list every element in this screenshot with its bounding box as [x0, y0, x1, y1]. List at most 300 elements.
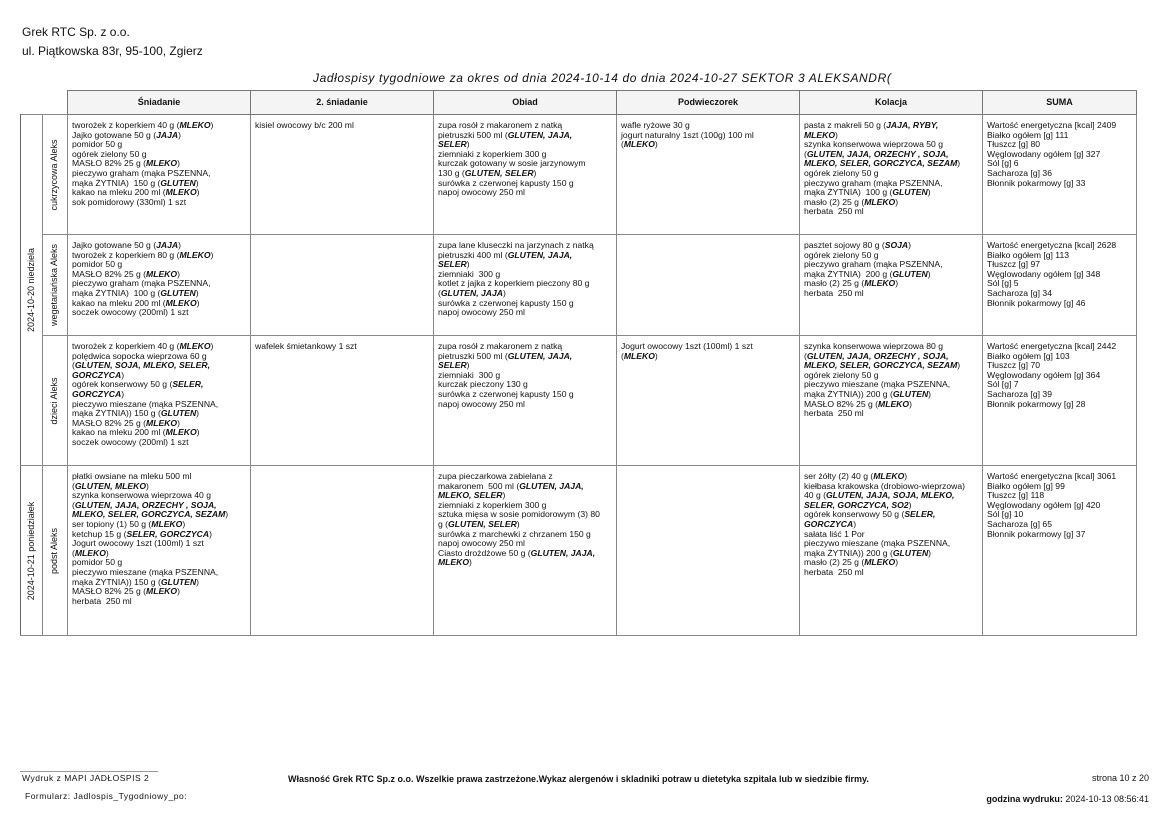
meal-line: [987, 400, 1133, 410]
meal-cell: [434, 336, 617, 466]
meal-cell: [434, 466, 617, 636]
meal-line: [987, 179, 1133, 189]
meal-text: ): [835, 129, 838, 140]
meal-text: MASŁO 82% 25 g (: [72, 417, 147, 428]
meal-text: zupa rosół z makaronem z natką: [438, 341, 563, 351]
allergen-text: SELER: [438, 259, 467, 270]
allergen-text: MLEKO: [179, 249, 211, 260]
meal-line: [72, 198, 247, 208]
meal-line: [438, 308, 613, 318]
allergen-text: GORCZYCA: [804, 518, 854, 529]
meal-text: pieczywo graham (mąka PSZENNA,: [804, 177, 943, 188]
meal-text: ogórek konserwowy 50 g (: [72, 379, 173, 390]
meal-text: Sacharoza [g] 36: [987, 167, 1052, 178]
meal-text: sałata liść 1 Por: [804, 528, 865, 539]
meal-text: ): [146, 480, 149, 491]
footer-form: Formularz: Jadlospis_Tygodniowy_po:: [25, 791, 188, 801]
meal-cell: [68, 115, 251, 235]
diet-label: wegetariańska Aleks: [49, 243, 60, 327]
meal-text: zupa pieczarkowa zabielana z: [438, 471, 553, 481]
allergen-text: MLEKO: [179, 341, 211, 351]
footer-printout: Wydruk z MAPI JADŁOSPIS 2: [22, 773, 150, 783]
meal-cell: [68, 336, 251, 466]
meal-text: ziemniaki z koperkiem 300 g: [438, 499, 547, 510]
column-header: Obiad: [434, 91, 617, 115]
meal-text: ): [928, 547, 932, 558]
meal-text: ): [502, 287, 506, 298]
header-blank: [21, 91, 43, 115]
meal-text: tworożek z koperkiem 80 g (: [72, 249, 180, 260]
meal-text: soczek owocowy (200ml) 1 szt: [72, 436, 189, 447]
meal-text: (: [72, 499, 75, 510]
meal-text: Jajko gotowane 50 g (: [72, 129, 157, 140]
diet-cell: [43, 466, 68, 636]
allergen-text: GLUTEN, MLEKO: [74, 480, 147, 491]
meal-text: mąka ŻYTNIA)) 150 g (: [72, 408, 161, 419]
meal-text: napoj owocowy 250 ml: [438, 187, 525, 198]
meal-text: masło (2) 25 g (: [804, 196, 865, 207]
meal-text: mąka ŻYTNIA)) 200 g (: [804, 388, 893, 399]
meal-text: ): [466, 259, 470, 270]
allergen-text: GLUTEN: [160, 408, 197, 419]
meal-cell: [68, 466, 251, 636]
meal-text: ): [895, 196, 899, 207]
meal-cell: [617, 115, 800, 235]
company-block: [22, 23, 203, 61]
allergen-text: MLEKO, SELER, GORCZYCA, SEZAM: [804, 158, 958, 169]
meal-text: g (: [438, 518, 449, 529]
meal-cell: [983, 115, 1137, 235]
meal-text: napoj owocowy 250 ml: [438, 538, 525, 549]
allergen-text: GLUTEN, JAJA,: [507, 249, 573, 260]
meal-text: Sól [g] 10: [987, 509, 1024, 520]
meal-text: surówka z marchewki z chrzanem 150 g: [438, 528, 591, 539]
allergen-text: MLEKO: [438, 557, 470, 568]
meal-cell: [800, 115, 983, 235]
meal-text: Białko ogółem [g] 99: [987, 480, 1065, 491]
meal-text: ): [196, 187, 200, 198]
meal-text: ): [210, 120, 214, 130]
meal-text: Błonnik pokarmowy [g] 37: [987, 528, 1086, 539]
meal-text: ): [121, 369, 125, 380]
meal-line: [255, 121, 430, 131]
meal-text: wafelek śmietankowy 1 szt: [255, 341, 357, 351]
meal-text: (: [621, 139, 624, 150]
meal-text: Błonnik pokarmowy [g] 33: [987, 177, 1086, 188]
meal-line: [987, 299, 1133, 309]
date-cell: [21, 115, 43, 466]
meal-text: ): [516, 518, 520, 529]
allergen-text: MLEKO: [864, 557, 896, 568]
meal-cell: [983, 336, 1137, 466]
meal-text: ): [182, 518, 186, 529]
footer-page-number: strona 10 z 20: [1091, 773, 1149, 783]
meal-text: ): [502, 490, 506, 501]
meal-text: Wartość energetyczna [kcal] 2442: [987, 341, 1117, 351]
meal-text: mąka ŻYTNIA) 100 g (: [72, 287, 161, 298]
meal-text: Jajko gotowane 50 g (: [72, 240, 157, 250]
meal-text: ogórek zielony 50 g: [804, 249, 879, 260]
meal-text: ): [196, 408, 200, 419]
meal-text: ogórek zielony 50 g: [804, 369, 879, 380]
meal-text: kakao na mleku 200 ml (: [72, 297, 166, 308]
allergen-text: GLUTEN, SOJA, MLEKO, SELER,: [74, 360, 210, 371]
meal-text: ): [195, 177, 199, 188]
allergen-text: GLUTEN, JAJA, ORZECHY , SOJA,: [74, 499, 217, 510]
meal-cell: [983, 466, 1137, 636]
allergen-text: MLEKO: [165, 187, 197, 198]
meal-text: Białko ogółem [g] 111: [987, 129, 1069, 140]
meal-text: ziemniaki 300 g: [438, 369, 501, 380]
meal-text: pasta z makreli 50 g (: [804, 120, 887, 130]
meal-text: ): [469, 557, 472, 568]
meal-text: Sacharoza [g] 65: [987, 518, 1052, 529]
header-row: [21, 91, 1137, 115]
company-name: Grek RTC Sp. z o.o.: [22, 25, 130, 39]
meal-text: ): [466, 360, 470, 371]
meal-text: Wartość energetyczna [kcal] 2409: [987, 120, 1117, 130]
allergen-text: MLEKO: [74, 547, 106, 558]
meal-text: ogórek zielony 50 g: [72, 148, 147, 159]
date-label: 2024-10-20 niedziela: [25, 247, 36, 333]
meal-text: Jogurt owocowy 1szt (100ml) 1 szt: [72, 538, 204, 549]
allergen-text: GLUTEN, JAJA,: [530, 547, 596, 558]
allergen-text: MLEKO, SELER: [438, 490, 503, 501]
allergen-text: MLEKO, SELER, GORCZYCA, SEZAM: [72, 509, 226, 520]
meal-text: MASŁO 82% 25 g (: [72, 158, 147, 169]
column-header: SUMA: [983, 91, 1137, 115]
meal-text: ): [196, 576, 200, 587]
allergen-text: MLEKO: [151, 518, 183, 529]
meal-text: Ciasto drożdżowe 50 g (: [438, 547, 531, 558]
allergen-text: MLEKO: [864, 196, 896, 207]
meal-text: (: [72, 360, 75, 371]
meal-text: MASŁO 82% 25 g (: [72, 586, 147, 597]
meal-text: sok pomidorowy (330ml) 1 szt: [72, 196, 187, 207]
allergen-text: GLUTEN: [160, 287, 196, 298]
allergen-text: GLUTEN: [892, 547, 929, 558]
menu-table: [20, 90, 1137, 636]
meal-text: ): [904, 471, 908, 481]
meal-text: (: [72, 480, 75, 491]
allergen-text: SOJA: [884, 240, 909, 250]
meal-text: Białko ogółem [g] 113: [987, 249, 1070, 260]
meal-text: pieczywo graham (mąka PSZENNA,: [804, 259, 943, 270]
meal-text: szynka konserwowa wieprzowa 40 g: [72, 490, 211, 501]
meal-text: kurczak pieczony 130 g: [438, 379, 528, 390]
header-blank: [43, 91, 68, 115]
diet-label: cukrzycowa Aleks: [49, 138, 60, 211]
meal-cell: [983, 235, 1137, 336]
meal-text: ): [105, 547, 109, 558]
meal-text: ): [895, 278, 899, 289]
meal-text: ): [177, 158, 180, 169]
allergen-text: GLUTEN, JAJA, ORZECHY , SOJA,: [806, 148, 949, 159]
meal-line: [72, 438, 247, 448]
meal-text: ): [210, 249, 214, 260]
meal-text: Wartość energetyczna [kcal] 2628: [987, 240, 1117, 250]
meal-text: pieczywo mieszane (mąka PSZENNA,: [804, 538, 951, 549]
meal-text: ): [210, 341, 214, 351]
allergen-text: GLUTEN: [160, 576, 197, 587]
allergen-text: MLEKO: [165, 297, 197, 308]
meal-text: (: [72, 547, 75, 558]
meal-text: wafle ryżowe 30 g: [621, 120, 690, 130]
meal-cell: [617, 466, 800, 636]
column-header: Podwieczorek: [617, 91, 800, 115]
meal-line: [438, 400, 613, 410]
allergen-text: MLEKO: [146, 268, 178, 279]
footer-rule: [20, 771, 158, 772]
meal-text: ): [177, 417, 180, 428]
meal-text: surówka z czerwonej kapusty 150 g: [438, 177, 574, 188]
meal-text: herbata 250 ml: [72, 595, 132, 606]
menu-row: [21, 235, 1137, 336]
meal-text: ): [533, 167, 537, 178]
meal-line: [987, 530, 1133, 540]
meal-text: mąka ŻYTNIA)) 150 g (: [72, 576, 161, 587]
meal-text: Węglowodany ogółem [g] 327: [987, 148, 1101, 159]
meal-text: ): [177, 268, 180, 279]
meal-text: pietruszki 500 ml (: [438, 129, 508, 140]
meal-text: szynka konserwowa wieprzowa 50 g: [804, 139, 943, 150]
meal-text: MASŁO 82% 25 g (: [72, 268, 147, 279]
meal-text: ): [654, 350, 658, 361]
meal-text: jogurt naturalny 1szt (100g) 100 ml: [621, 129, 754, 140]
meal-text: Błonnik pokarmowy [g] 28: [987, 398, 1086, 409]
meal-text: masło (2) 25 g (: [804, 278, 865, 289]
meal-text: pieczywo mieszane (mąka PSZENNA,: [72, 566, 219, 577]
meal-cell: [68, 235, 251, 336]
meal-text: ): [927, 187, 931, 198]
meal-text: ): [909, 398, 912, 409]
meal-text: Węglowodany ogółem [g] 420: [987, 499, 1101, 510]
allergen-text: GLUTEN, JAJA,: [507, 350, 573, 361]
allergen-text: SELER: [438, 139, 467, 150]
meal-text: tworożek z koperkiem 40 g (: [72, 120, 180, 130]
allergen-text: JAJA: [156, 129, 179, 140]
menu-row: [21, 336, 1137, 466]
meal-text: pomidor 50 g: [72, 139, 123, 150]
meal-line: [804, 409, 979, 419]
meal-cell: [434, 115, 617, 235]
menu-row: [21, 466, 1137, 636]
allergen-text: GLUTEN, JAJA,: [507, 129, 573, 140]
meal-text: 130 g (: [438, 167, 465, 178]
meal-text: soczek owocowy (200ml) 1 szt: [72, 307, 189, 318]
meal-text: Sacharoza [g] 34: [987, 287, 1052, 298]
allergen-text: MLEKO: [878, 398, 910, 409]
meal-text: (: [804, 350, 807, 361]
meal-line: [804, 207, 979, 217]
allergen-text: GLUTEN, SELER: [464, 167, 534, 178]
meal-text: mąka ŻYTNIA) 100 g (: [804, 187, 893, 198]
meal-text: zupa rosół z makaronem z natką: [438, 120, 563, 130]
diet-cell: [43, 336, 68, 466]
diet-cell: [43, 235, 68, 336]
meal-text: ): [466, 139, 470, 150]
meal-cell: [251, 235, 434, 336]
meal-text: Błonnik pokarmowy [g] 46: [987, 297, 1086, 308]
footer-ownership: Własność Grek RTC Sp.z o.o. Wszelkie prawa zastrzeżone.Wykaz alergenów i skladnikі potraw u dietetyka szpitala lub w siedzibie firmy.: [288, 774, 869, 784]
meal-text: masło (2) 25 g (: [804, 557, 865, 568]
allergen-text: SELER,: [904, 509, 936, 520]
meal-text: pietruszki 400 ml (: [438, 249, 508, 260]
meal-line: [438, 558, 613, 568]
meal-text: ketchup 15 g (: [72, 528, 127, 539]
meal-cell: [800, 336, 983, 466]
meal-text: płatki owsiane na mleku 500 ml: [72, 471, 192, 481]
allergen-text: GLUTEN, JAJA, ORZECHY , SOJA,: [806, 350, 949, 361]
allergen-text: JAJA, RYBY,: [886, 120, 939, 130]
meal-text: sztuka mięsa w sosie pomidorowym (3) 80: [438, 509, 600, 520]
meal-cell: [251, 115, 434, 235]
diet-cell: [43, 115, 68, 235]
meal-text: ): [121, 388, 125, 399]
meal-text: kotlet z jajka z koperkiem pieczony 80 g: [438, 278, 590, 289]
meal-cell: [617, 235, 800, 336]
allergen-text: GLUTEN: [892, 268, 928, 279]
meal-text: makaronem 500 ml (: [438, 480, 520, 491]
column-header: 2. śniadanie: [251, 91, 434, 115]
meal-text: ogórek konserwowy 50 g (: [804, 509, 905, 520]
allergen-text: MLEKO: [864, 278, 896, 289]
meal-text: surówka z czerwonej kapusty 150 g: [438, 388, 574, 399]
meal-text: ziemniaki 300 g: [438, 268, 501, 279]
meal-text: ser żółty (2) 40 g (: [804, 471, 874, 481]
meal-text: ): [895, 557, 899, 568]
meal-text: kakao na mleku 200 ml (: [72, 187, 166, 198]
meal-text: ): [957, 360, 961, 371]
date-label: 2024-10-21 poniedziałek: [25, 501, 36, 600]
meal-line: [621, 140, 796, 150]
allergen-text: GLUTEN: [160, 177, 196, 188]
meal-text: napoj owocowy 250 ml: [438, 307, 525, 318]
meal-text: ): [225, 509, 229, 520]
meal-text: herbata 250 ml: [804, 566, 864, 577]
allergen-text: GLUTEN, JAJA,: [519, 480, 584, 491]
meal-text: ): [908, 499, 912, 510]
meal-text: Wartość energetyczna [kcal] 3061: [987, 471, 1117, 481]
allergen-text: MLEKO: [623, 139, 655, 150]
allergen-text: MLEKO: [179, 120, 211, 130]
meal-text: Węglowodany ogółem [g] 348: [987, 268, 1101, 279]
meal-text: surówka z czerwonej kapusty 150 g: [438, 297, 574, 308]
meal-text: ): [908, 240, 912, 250]
meal-text: pieczywo mieszane (mąka PSZENNA,: [804, 379, 951, 390]
allergen-text: GORCZYCA: [72, 369, 122, 380]
allergen-text: MLEKO: [873, 471, 905, 481]
meal-text: Węglowodany ogółem [g] 364: [987, 369, 1101, 380]
allergen-text: GLUTEN: [892, 388, 929, 399]
meal-cell: [800, 466, 983, 636]
meal-text: herbata 250 ml: [804, 287, 864, 298]
meal-text: kurczak gotowany w sosie jarzynowym: [438, 158, 586, 169]
meal-text: pietruszki 500 ml (: [438, 350, 508, 361]
column-header: Śniadanie: [68, 91, 251, 115]
allergen-text: MLEKO: [146, 586, 178, 597]
company-address: ul. Piątkowska 83r, 95-100, Zgierz: [22, 44, 203, 58]
meal-text: polędwica sopocka wieprzowa 60 g: [72, 350, 207, 361]
meal-text: (: [804, 148, 807, 159]
meal-line: [255, 342, 430, 352]
meal-text: ): [209, 528, 212, 539]
meal-text: ogórek zielony 50 g: [804, 167, 879, 178]
allergen-text: SELER,: [172, 379, 204, 390]
page-title: Jadłospisy tygodniowe za okres od dnia 2024-10-14 do dnia 2024-10-27 SEKTOR 3 ALEKSANDR(: [313, 71, 892, 85]
allergen-text: SELER, GORCZYCA: [126, 528, 210, 539]
meal-line: [438, 188, 613, 198]
meal-text: zupa lane kluseczki na jarzynach z natką: [438, 240, 594, 250]
allergen-text: SELER, GORCZYCA, SO2: [804, 499, 909, 510]
meal-text: kiełbasa krakowska (drobiowo-wieprzowa): [804, 480, 965, 491]
allergen-text: MLEKO: [146, 417, 178, 428]
meal-text: ): [196, 427, 200, 438]
meal-text: (: [438, 287, 441, 298]
meal-text: Jogurt owocowy 1szt (100ml) 1 szt: [621, 341, 753, 351]
diet-label: podst Aleks: [49, 527, 60, 574]
meal-text: pomidor 50 g: [72, 557, 123, 568]
meal-text: Tłuszcz [g] 70: [987, 360, 1041, 371]
meal-line: [72, 308, 247, 318]
allergen-text: SELER: [438, 360, 467, 371]
meal-text: Sól [g] 6: [987, 158, 1019, 169]
allergen-text: GLUTEN, JAJA: [440, 287, 503, 298]
meal-cell: [251, 336, 434, 466]
meal-text: Sól [g] 7: [987, 379, 1019, 390]
meal-text: Sól [g] 5: [987, 278, 1019, 289]
meal-text: pieczywo graham (mąka PSZENNA,: [72, 278, 211, 289]
meal-text: herbata 250 ml: [804, 206, 864, 217]
meal-cell: [251, 466, 434, 636]
allergen-text: MLEKO: [165, 427, 197, 438]
meal-cell: [434, 235, 617, 336]
allergen-text: MLEKO: [623, 350, 655, 361]
print-time-value: 2024-10-13 08:56:41: [1065, 794, 1149, 804]
meal-text: kisiel owocowy b/c 200 ml: [255, 120, 354, 130]
meal-text: napoj owocowy 250 ml: [438, 398, 525, 409]
meal-text: ser topiony (1) 50 g (: [72, 518, 152, 529]
meal-text: pasztet sojowy 80 g (: [804, 240, 885, 250]
meal-text: ): [196, 297, 200, 308]
meal-cell: [617, 336, 800, 466]
meal-text: MASŁO 82% 25 g (: [804, 398, 879, 409]
column-header: Kolacja: [800, 91, 983, 115]
menu-row: [21, 115, 1137, 235]
diet-label: dzieci Aleks: [49, 376, 60, 425]
meal-text: ): [928, 388, 932, 399]
allergen-text: MLEKO: [804, 129, 836, 140]
footer-print-time: [986, 794, 1149, 804]
meal-text: ): [178, 240, 181, 250]
meal-text: pieczywo graham (mąka PSZENNA,: [72, 167, 211, 178]
meal-line: [804, 568, 979, 578]
date-cell: [21, 466, 43, 636]
meal-text: Białko ogółem [g] 103: [987, 350, 1070, 361]
meal-text: ): [178, 129, 181, 140]
meal-text: tworożek z koperkiem 40 g (: [72, 341, 180, 351]
meal-line: [804, 289, 979, 299]
meal-text: herbata 250 ml: [804, 408, 864, 419]
meal-text: (: [621, 350, 624, 361]
allergen-text: MLEKO, SELER, GORCZYCA, SEZAM: [804, 360, 958, 371]
meal-text: ): [853, 518, 857, 529]
allergen-text: GLUTEN: [892, 187, 928, 198]
meal-text: Sacharoza [g] 39: [987, 388, 1052, 399]
meal-text: kakao na mleku 200 ml (: [72, 427, 166, 438]
allergen-text: MLEKO: [146, 158, 178, 169]
meal-text: ziemniaki z koperkiem 300 g: [438, 148, 547, 159]
